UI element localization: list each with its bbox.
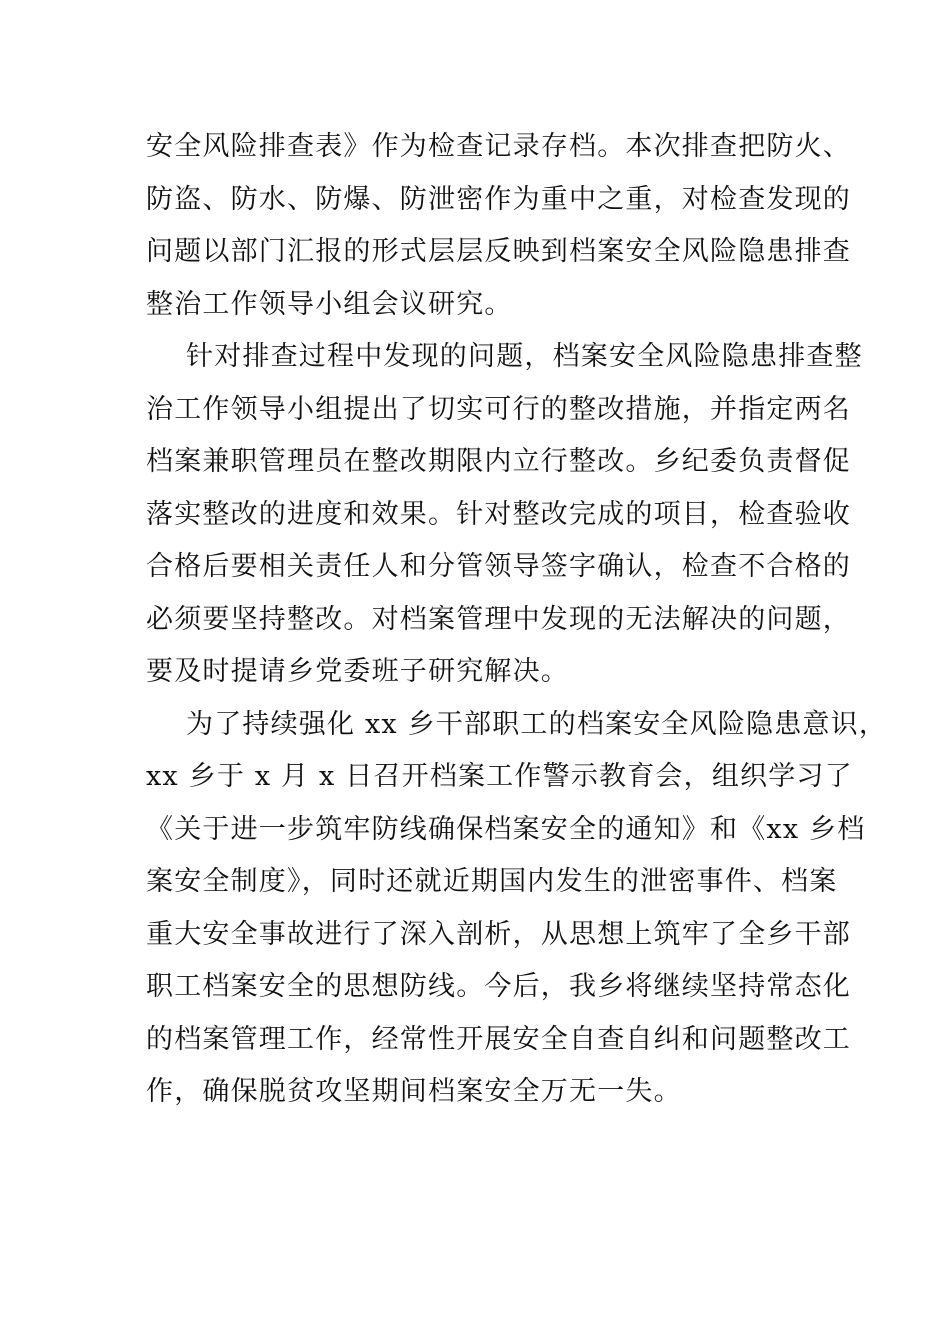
text-line: 职工档案安全的思想防线。今后，我乡将继续坚持常态化 (146, 971, 851, 1002)
text-line: 安全风险排查表》作为检查记录存档。本次排查把防火、 (146, 131, 851, 162)
paragraph-2 (146, 331, 863, 699)
text-line: 的档案管理工作，经常性开展安全自查自纠和问题整改工 (146, 1023, 851, 1055)
text-line: 问题以部门汇报的形式层层反映到档案安全风险隐患排查 (146, 236, 851, 267)
text-line: 防盗、防水、防爆、防泄密作为重中之重，对检查发现的 (146, 183, 851, 215)
text-line: 作，确保脱贫攻坚期间档案安全万无一失。 (146, 1076, 682, 1107)
document-body (146, 121, 888, 1119)
text-line: 《关于进一步筑牢防线确保档案安全的通知》和《xx 乡档 (146, 813, 866, 845)
text-line: 整治工作领导小组会议研究。 (146, 288, 513, 320)
text-line: 重大安全事故进行了深入剖析，从思想上筑牢了全乡干部 (146, 918, 851, 950)
text-line: 合格后要相关责任人和分管领导签字确认，检查不合格的 (146, 551, 851, 582)
paragraph-3 (146, 699, 888, 1119)
text-line: 落实整改的进度和效果。针对整改完成的项目，检查验收 (146, 498, 851, 530)
text-line: 案安全制度》，同时还就近期国内发生的泄密事件、档案 (146, 866, 838, 897)
paragraph-1 (146, 121, 851, 331)
text-line: 档案兼职管理员在整改期限内立行整改。乡纪委负责督促 (146, 446, 851, 477)
text-line: xx 乡于 x 月 x 日召开档案工作警示教育会，组织学习了 (146, 761, 853, 792)
text-line: 必须要坚持整改。对档案管理中发现的无法解决的问题， (146, 603, 851, 635)
text-line: 为了持续强化 xx 乡干部职工的档案安全风险隐患意识， (186, 708, 888, 740)
text-line: 要及时提请乡党委班子研究解决。 (146, 656, 569, 687)
text-line: 治工作领导小组提出了切实可行的整改措施，并指定两名 (146, 393, 851, 425)
text-line: 针对排查过程中发现的问题，档案安全风险隐患排查整 (186, 341, 863, 372)
